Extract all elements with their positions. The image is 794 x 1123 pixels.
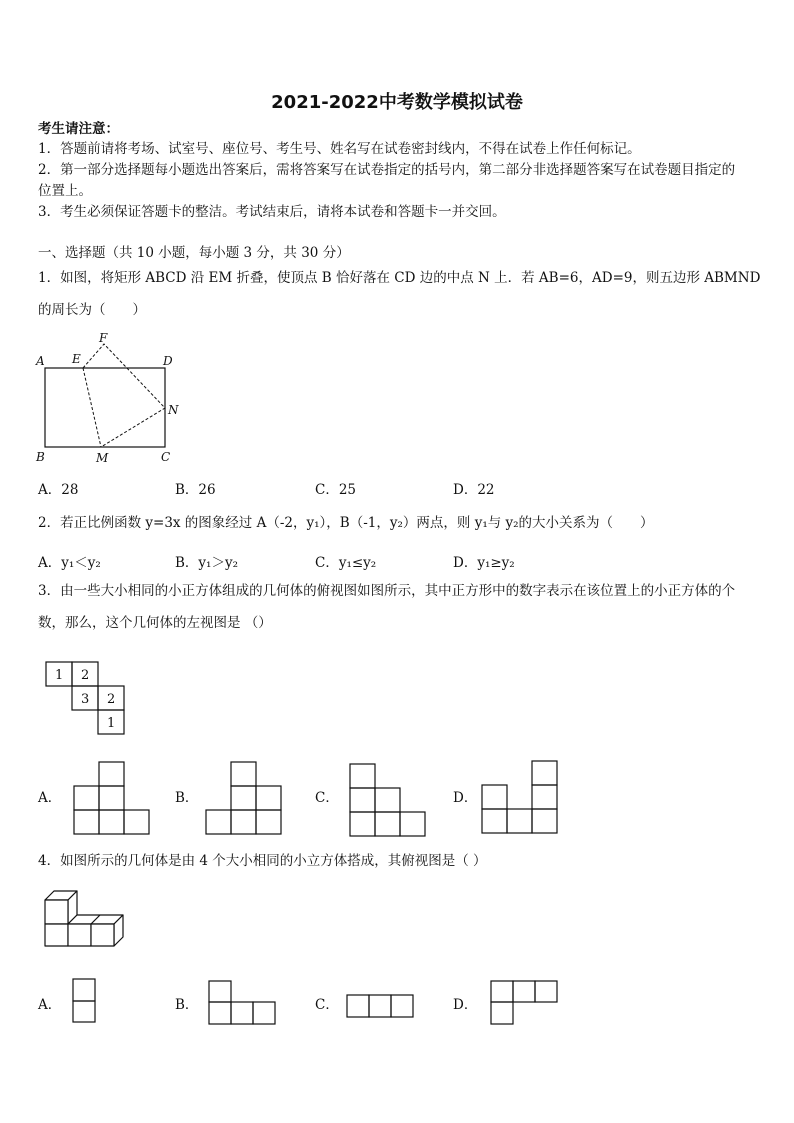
label-f: F <box>99 331 108 345</box>
label-d: D <box>163 354 173 368</box>
q4-option-a-label[interactable]: A． <box>38 997 62 1013</box>
label-m: M <box>96 451 109 465</box>
q1-option-a[interactable]: A．28 <box>38 482 79 498</box>
label-a: A <box>36 354 45 368</box>
q4-option-c-figure[interactable] <box>346 994 416 1020</box>
q4-option-c-label[interactable]: C． <box>315 997 339 1013</box>
q4-stem: 4．如图所示的几何体是由 4 个大小相同的小立方体搭成，其俯视图是（ ） <box>38 853 487 869</box>
q3-option-c-label[interactable]: C． <box>315 790 339 806</box>
label-c: C <box>161 450 171 464</box>
q4-option-b-label[interactable]: B． <box>175 997 199 1013</box>
q3-option-d-label[interactable]: D． <box>453 790 478 806</box>
grid-cell-5: 1 <box>107 716 116 731</box>
q2-option-d[interactable]: D．y₁≥y₂ <box>453 555 515 571</box>
section-heading: 一、选择题（共 10 小题，每小题 3 分，共 30 分） <box>38 245 350 261</box>
q1-stem-line2: 的周长为（ ） <box>38 302 146 318</box>
q4-option-b-figure[interactable] <box>208 980 278 1026</box>
q3-top-view-grid <box>44 660 128 736</box>
grid-cell-2: 2 <box>81 668 90 683</box>
grid-cell-1: 1 <box>55 668 64 683</box>
q3-stem-line2: 数，那么，这个几何体的左视图是 （） <box>38 615 272 631</box>
q4-option-a-figure[interactable] <box>72 978 98 1024</box>
q3-option-b-figure[interactable] <box>204 760 286 836</box>
label-e: E <box>72 352 81 366</box>
rectangle-abcd <box>45 368 165 447</box>
q1-option-b[interactable]: B．26 <box>175 482 216 498</box>
label-n: N <box>168 403 179 417</box>
q2-option-b[interactable]: B．y₁＞y₂ <box>175 555 238 571</box>
q1-option-c[interactable]: C．25 <box>315 482 357 498</box>
notice-heading: 考生请注意： <box>38 121 119 137</box>
q3-option-b-label[interactable]: B． <box>175 790 199 806</box>
q3-option-a-figure[interactable] <box>72 760 154 836</box>
q1-rectangle-figure <box>34 330 184 468</box>
q3-option-c-figure[interactable] <box>348 762 430 838</box>
q2-option-a[interactable]: A．y₁＜y₂ <box>38 555 101 571</box>
notice-item-2: 2．第一部分选择题每小题选出答案后，需将答案写在试卷指定的括号内，第二部分非选择题答案写在试卷题目指定的 <box>38 162 736 178</box>
label-b: B <box>36 450 45 464</box>
fold-lines <box>83 344 165 447</box>
q3-option-d-figure[interactable] <box>480 759 562 835</box>
q4-option-d-figure[interactable] <box>490 980 560 1026</box>
notice-item-1: 1．答题前请将考场、试室号、座位号、考生号、姓名写在试卷密封线内，不得在试卷上作任何标记。 <box>38 141 641 157</box>
page-title: 2021-2022中考数学模拟试卷 <box>271 92 523 113</box>
q2-option-c[interactable]: C．y₁≤y₂ <box>315 555 377 571</box>
grid-cell-3: 3 <box>81 692 90 707</box>
grid-cell-4: 2 <box>107 692 116 707</box>
q1-option-d[interactable]: D．22 <box>453 482 495 498</box>
q4-solid-figure <box>42 888 128 950</box>
notice-item-3: 3．考生必须保证答题卡的整洁。考试结束后，请将本试卷和答题卡一并交回。 <box>38 204 506 220</box>
notice-item-2-cont: 位置上。 <box>38 183 92 199</box>
q2-stem: 2．若正比例函数 y=3x 的图象经过 A（-2，y₁），B（-1，y₂）两点，则 y₁与 y₂的大小关系为（ ） <box>38 515 654 531</box>
q4-option-d-label[interactable]: D． <box>453 997 478 1013</box>
q3-stem-line1: 3．由一些大小相同的小正方体组成的几何体的俯视图如图所示，其中正方形中的数字表示在该位置上的小正方体的个 <box>38 583 736 599</box>
fold-crease-em <box>83 368 101 447</box>
q3-option-a-label[interactable]: A． <box>38 790 62 806</box>
q1-stem-line1: 1．如图，将矩形 ABCD 沿 EM 折叠，使顶点 B 恰好落在 CD 边的中点 N 上．若 AB=6，AD=9，则五边形 ABMND <box>38 270 761 286</box>
